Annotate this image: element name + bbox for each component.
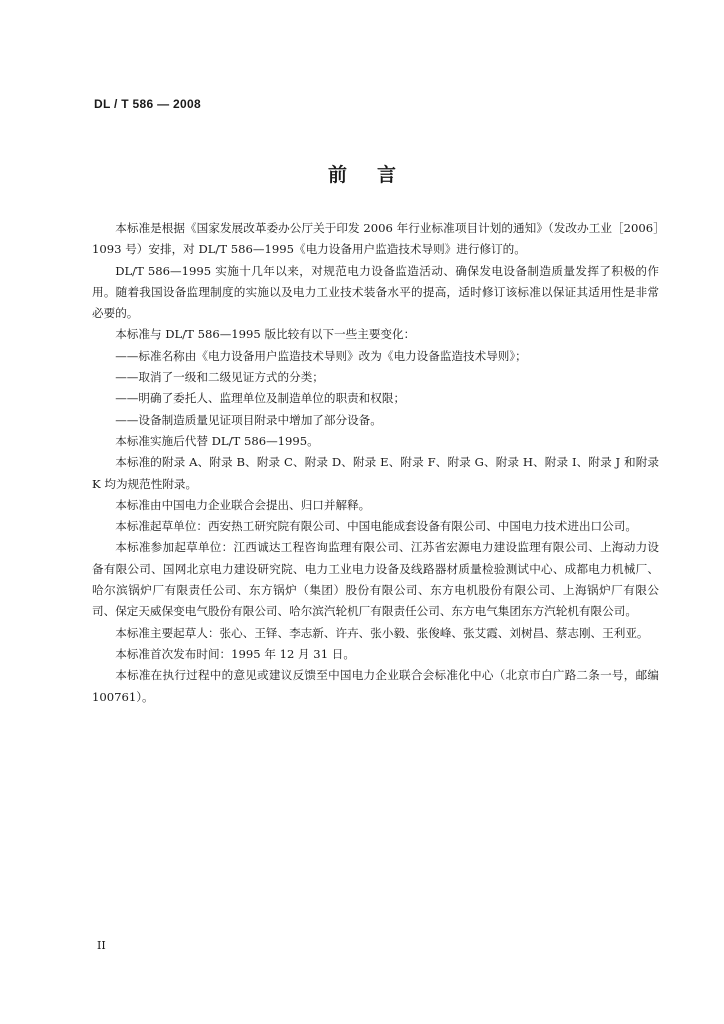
change-item-title: ——标准名称由《电力设备用户监造技术导则》改为《电力设备监造技术导则》； <box>115 348 527 363</box>
foreword-body <box>92 218 659 708</box>
paragraph-first-release: 本标准首次发布时间：1995 年 12 月 31 日。 <box>115 646 355 661</box>
paragraph-drafting-units: 本标准起草单位：西安热工研究院有限公司、中国电能成套设备有限公司、中国电力技术进出口公司。 <box>115 519 637 534</box>
paragraph-appendices: 本标准的附录 A、附录 B、附录 C、附录 D、附录 E、附录 F、附录 G、附录 H、附录 I、附录 J 和附录 K 均为规范性附录。 <box>92 455 659 491</box>
change-item-witness: ——取消了一级和二级见证方式的分类； <box>115 370 324 385</box>
paragraph-feedback: 本标准在执行过程中的意见或建议反馈至中国电力企业联合会标准化中心（北京市白广路二条一号，邮编 100761）。 <box>92 668 659 704</box>
document-code: DL / T 586 — 2008 <box>94 97 201 111</box>
page-title: 前言 <box>327 164 426 186</box>
paragraph-changes-intro: 本标准与 DL/T 586—1995 版比较有以下一些主要变化： <box>115 327 416 342</box>
page-number: II <box>97 939 106 952</box>
paragraph-background: DL/T 586—1995 实施十几年以来，对规范电力设备监造活动、确保发电设备制造质量发挥了积极的作用。随着我国设备监理制度的实施以及电力工业技术装备水平的提高，适时修订该标准以保证其适用性是非常必要的。 <box>92 263 659 321</box>
paragraph-drafters: 本标准主要起草人：张心、王铎、李志新、许卉、张小毅、张俊峰、张艾霞、刘树昌、蔡志刚、王利亚。 <box>115 625 649 640</box>
change-item-duties: ——明确了委托人、监理单位及制造单位的职责和权限； <box>115 391 406 406</box>
paragraph-proposer: 本标准由中国电力企业联合会提出、归口并解释。 <box>115 497 371 512</box>
change-item-equipment: ——设备制造质量见证项目附录中增加了部分设备。 <box>115 412 382 427</box>
paragraph-replaces: 本标准实施后代替 DL/T 586—1995。 <box>115 433 319 448</box>
scan-corner-mark <box>674 2 714 14</box>
paragraph-participating-units: 本标准参加起草单位：江西诚达工程咨询监理有限公司、江苏省宏源电力建设监理有限公司、上海动力设备有限公司、国网北京电力建设研究院、电力工业电力设备及线路器材质量检验测试中心、成都电力机械厂、哈尔滨锅炉厂有限责任公司、东方锅炉（集团）股份有限公司、东方电机股份有限公司、上海锅炉厂有限公司、保定天威保变电气股份有限公司、哈尔滨汽轮机厂有限责任公司、东方电气集团东方汽轮机有限公司。 <box>92 540 659 619</box>
paragraph-basis: 本标准是根据《国家发展改革委办公厅关于印发 2006 年行业标准项目计划的通知》（发改办工业［2006］1093 号）安排，对 DL/T 586—1995《电力设备用户监造技术导则》进行修订的。 <box>92 221 659 257</box>
